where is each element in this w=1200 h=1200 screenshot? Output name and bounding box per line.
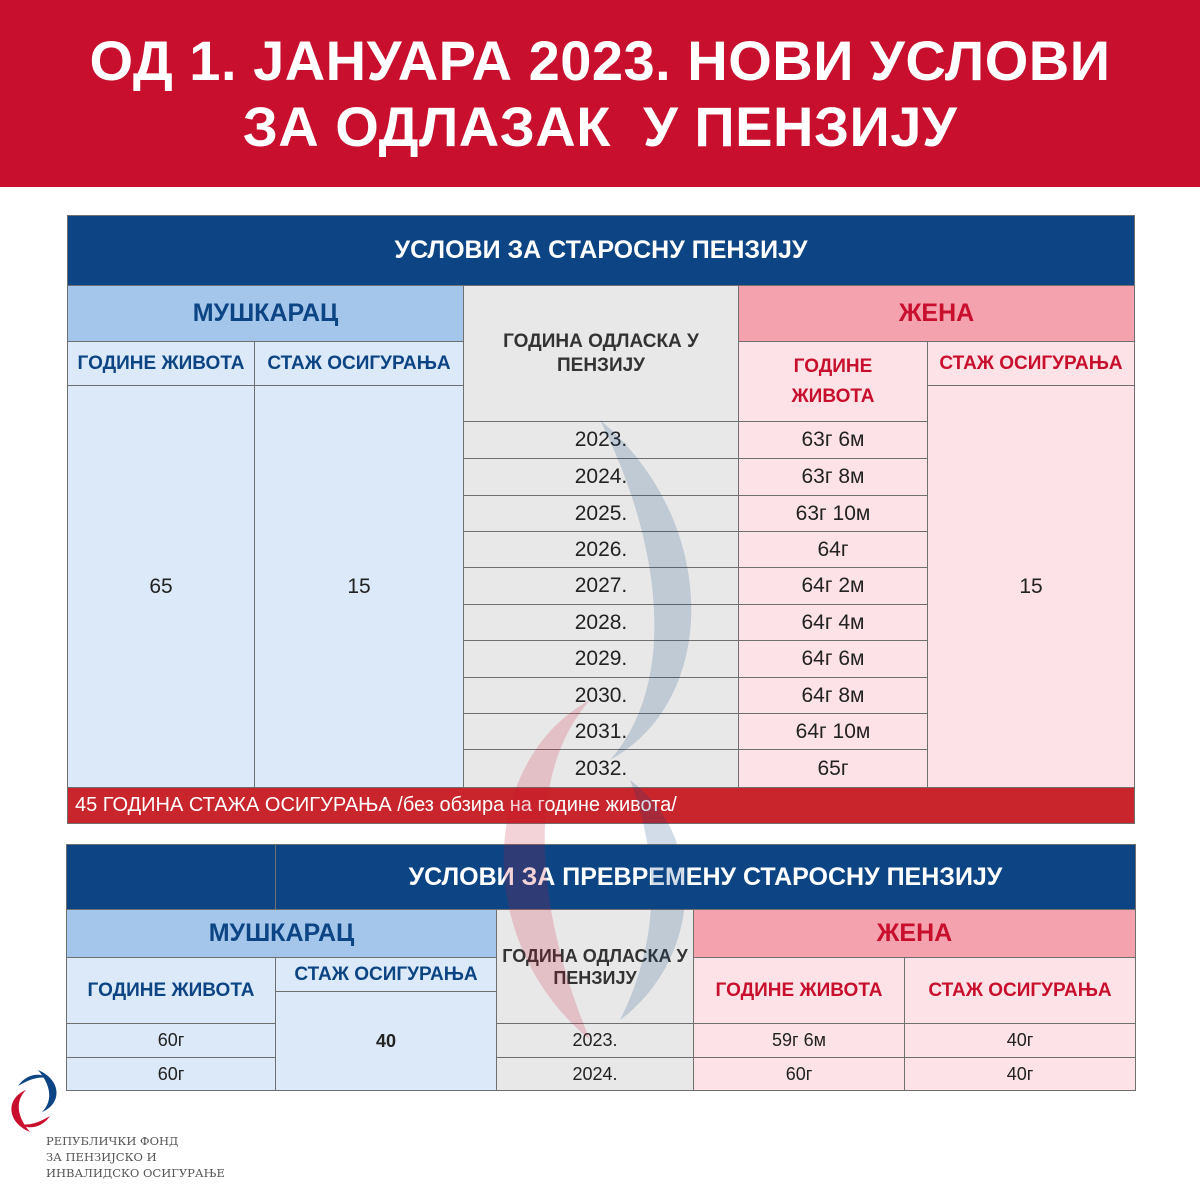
early-pension-table xyxy=(66,844,1136,1091)
table2-year-cell: 2024. xyxy=(497,1058,694,1091)
table1-men-age-value: 65 xyxy=(68,386,255,788)
title-line-2: ЗА ОДЛАЗАК У ПЕНЗИЈУ xyxy=(242,94,958,158)
table1-women-age-header-line2: ЖИВОТА xyxy=(791,385,875,407)
organization-name-line1: РЕПУБЛИЧКИ ФОНД xyxy=(46,1134,179,1148)
table1-year-cell: 2024. xyxy=(464,459,739,496)
table1-women-service-header: СТАЖ ОСИГУРАЊА xyxy=(928,342,1135,386)
table1-year-cell: 2023. xyxy=(464,422,739,459)
table1-footer-note: 45 ГОДИНА СТАЖА ОСИГУРАЊА /без обзира на године живота/ xyxy=(68,788,1135,824)
table2-men-age-cell: 60г xyxy=(67,1024,276,1058)
title-banner xyxy=(0,0,1200,187)
table1-year-cell: 2032. xyxy=(464,750,739,788)
table1-men-header: МУШКАРАЦ xyxy=(68,286,464,342)
organization-name-line2: ЗА ПЕНЗИЈСКО И xyxy=(46,1150,157,1164)
title-line-1: ОД 1. ЈАНУАРА 2023. НОВИ УСЛОВИ xyxy=(89,28,1111,92)
table1-year-cell: 2025. xyxy=(464,496,739,532)
table1-women-header: ЖЕНА xyxy=(739,286,1135,342)
table1-men-age-header: ГОДИНЕ ЖИВОТА xyxy=(68,342,255,386)
table2-empty-corner xyxy=(67,845,276,910)
organization-name xyxy=(46,1133,225,1181)
table2-men-age-header: ГОДИНЕ ЖИВОТА xyxy=(67,958,276,1024)
table1-year-cell: 2026. xyxy=(464,532,739,568)
table1-title: УСЛОВИ ЗА СТАРОСНУ ПЕНЗИЈУ xyxy=(68,216,1135,286)
table1-women-age-cell: 65г xyxy=(739,750,928,788)
organization-name-line3: ИНВАЛИДСКО ОСИГУРАЊЕ xyxy=(46,1166,225,1180)
table1-year-cell: 2030. xyxy=(464,678,739,714)
table1-women-service-value: 15 xyxy=(928,386,1135,788)
table1-year-cell: 2027. xyxy=(464,568,739,605)
table2-men-service-value: 40 xyxy=(276,992,497,1091)
table1-women-age-cell: 63г 8м xyxy=(739,459,928,496)
table1-year-cell: 2031. xyxy=(464,714,739,750)
table1-women-age-header-line1: ГОДИНЕ xyxy=(793,355,873,377)
old-age-pension-table xyxy=(67,215,1135,824)
table2-men-service-header: СТАЖ ОСИГУРАЊА xyxy=(276,958,497,992)
table1-women-age-cell: 63г 10м xyxy=(739,496,928,532)
table1-women-age-cell: 63г 6м xyxy=(739,422,928,459)
table1-women-age-cell: 64г 8м xyxy=(739,678,928,714)
table2-women-service-header: СТАЖ ОСИГУРАЊА xyxy=(905,958,1136,1024)
table2-women-age-header: ГОДИНЕ ЖИВОТА xyxy=(694,958,905,1024)
table2-men-header: МУШКАРАЦ xyxy=(67,910,497,958)
table1-women-age-cell: 64г xyxy=(739,532,928,568)
table2-year-header: ГОДИНА ОДЛАСКА У ПЕНЗИЈУ xyxy=(497,910,694,1024)
table1-women-age-cell: 64г 6м xyxy=(739,641,928,678)
table2-year-cell: 2023. xyxy=(497,1024,694,1058)
table1-women-age-cell: 64г 10м xyxy=(739,714,928,750)
table1-women-age-header xyxy=(739,342,928,422)
table2-title: УСЛОВИ ЗА ПРЕВРЕМЕНУ СТАРОСНУ ПЕНЗИЈУ xyxy=(276,845,1136,910)
table2-men-age-cell: 60г xyxy=(67,1058,276,1091)
table1-year-cell: 2029. xyxy=(464,641,739,678)
table1-year-header: ГОДИНА ОДЛАСКА У ПЕНЗИЈУ xyxy=(464,286,739,422)
table2-women-service-cell: 40г xyxy=(905,1024,1136,1058)
table1-women-age-cell: 64г 4м xyxy=(739,605,928,641)
table2-women-age-cell: 59г 6м xyxy=(694,1024,905,1058)
table2-women-service-cell: 40г xyxy=(905,1058,1136,1091)
table1-men-service-header: СТАЖ ОСИГУРАЊА xyxy=(255,342,464,386)
table1-men-service-value: 15 xyxy=(255,386,464,788)
table2-women-header: ЖЕНА xyxy=(694,910,1136,958)
pio-fund-logo-icon xyxy=(4,1066,64,1136)
table1-women-age-cell: 64г 2м xyxy=(739,568,928,605)
table2-women-age-cell: 60г xyxy=(694,1058,905,1091)
table1-year-cell: 2028. xyxy=(464,605,739,641)
